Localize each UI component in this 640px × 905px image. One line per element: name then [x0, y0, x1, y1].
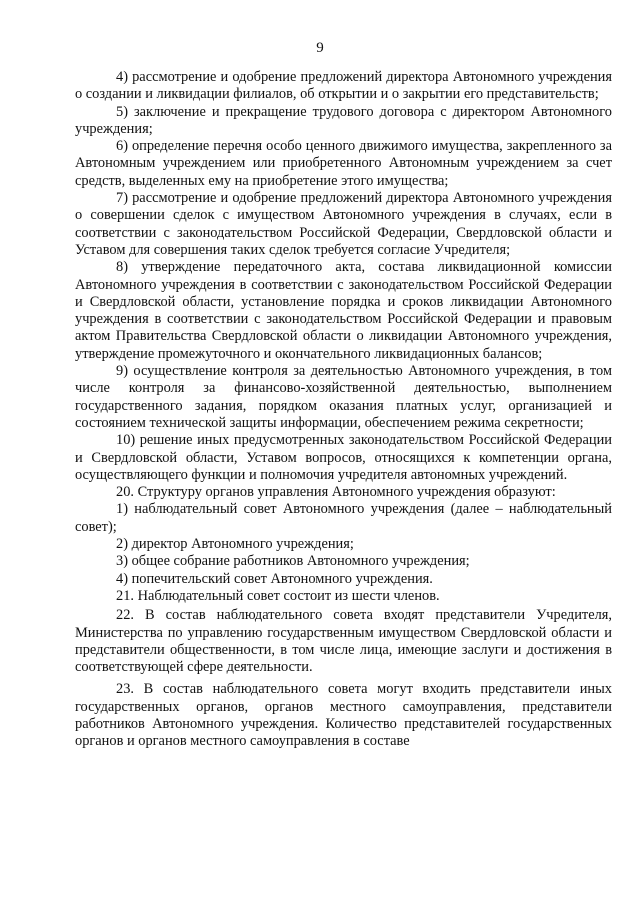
paragraph-item-8-liquidation: 8) утверждение передаточного акта, состава ликвидационной комиссии Автономного учреждения в соответствии с законодательством Российской Федерации и Свердловской области, установление порядка и сроков ликвидации Автономного учреждения в соответствии с законодательством Российской Федерации и правовым актом Правительства Свердловской области о ликвидации Автономного учреждения, утверждение промежуточного и окончательного ликвидационных балансов; — [75, 259, 612, 362]
paragraph-item-4-branches: 4) рассмотрение и одобрение предложений директора Автономного учреждения о создании и ликвидации филиалов, об открытии и о закрытии его представительств; — [75, 69, 612, 103]
paragraph-section-20: 20. Структуру органов управления Автономного учреждения образуют: — [116, 484, 556, 501]
page-number: 9 — [316, 40, 324, 56]
paragraph-section-20-item-3: 3) общее собрание работников Автономного учреждения; — [116, 553, 470, 570]
document-body — [75, 69, 612, 751]
paragraph-section-22: 22. В состав наблюдательного совета входят представители Учредителя, Министерства по управлению государственным имуществом Свердловской области и представители общественности, в том числе лица, имеющие заслуги и достижения в соответствующей сфере деятельности. — [75, 607, 612, 676]
paragraph-item-9-control: 9) осуществление контроля за деятельностью Автономного учреждения, в том числе контроля за финансово-хозяйственной деятельностью, выполнением государственного задания, порядком оказания платных услуг, организацией и состоянием технической защиты информации, обеспечением режима секретности; — [75, 363, 612, 431]
paragraph-item-7-transactions: 7) рассмотрение и одобрение предложений директора Автономного учреждения о совершении сделок с имуществом Автономного учреждения в случаях, если в соответствии с законодательством Российской Федерации, Свердловской области и Уставом для совершения таких сделок требуется согласие Учредителя; — [75, 190, 612, 258]
paragraph-section-20-item-4: 4) попечительский совет Автономного учреждения. — [116, 570, 433, 587]
paragraph-item-10-other-issues: 10) решение иных предусмотренных законодательством Российской Федерации и Свердловской области, Уставом вопросов, относящихся к компетенции органа, осуществляющего функции и полномочия учредителя автономных учреждений. — [75, 432, 612, 483]
paragraph-section-20-item-1: 1) наблюдательный совет Автономного учреждения (далее – наблюдательный совет); — [75, 501, 612, 535]
paragraph-section-23: 23. В состав наблюдательного совета могут входить представители иных государственных органов, органов местного самоуправления, представители работников Автономного учреждения. Количество представителей государственных органов и органов местного самоуправления в составе — [75, 681, 612, 750]
paragraph-item-6-valuable-property: 6) определение перечня особо ценного движимого имущества, закрепленного за Автономным учреждением или приобретенного Автономным учреждением за счет средств, выделенных ему на приобретение этого имущества; — [75, 138, 612, 189]
paragraph-section-20-item-2: 2) директор Автономного учреждения; — [116, 536, 354, 553]
paragraph-item-5-labor-contract: 5) заключение и прекращение трудового договора с директором Автономного учреждения; — [75, 103, 612, 137]
paragraph-section-21: 21. Наблюдательный совет состоит из шести членов. — [116, 587, 440, 604]
